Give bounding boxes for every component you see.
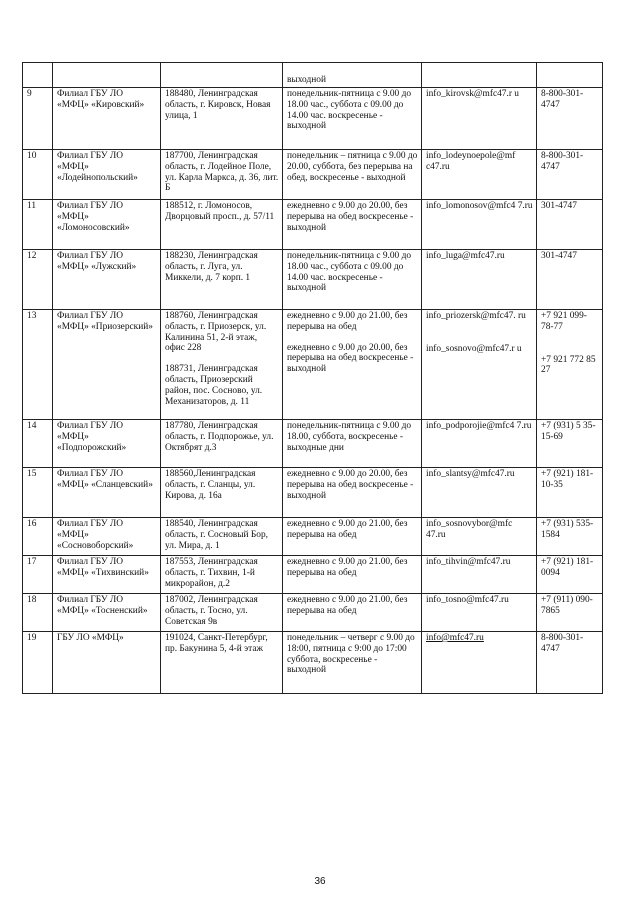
branch-email: info_kirovsk@mfc47.r u [422,88,537,150]
branch-phone: +7 (931) 5 35-15-69 [537,420,603,468]
row-number: 19 [23,632,53,694]
branch-name: Филиал ГБУ ЛО «МФЦ» «Лодейнопольский» [53,150,161,200]
branch-address: 188230, Ленинградская область, г. Луга, ул. Миккели, д. 7 корп. 1 [161,250,283,310]
branch-schedule: ежедневно с 9.00 до 20.00, без перерыва на обед воскресенье - выходной [283,200,422,250]
branch-address: 188480, Ленинградская область, г. Кировск, Новая улица, 1 [161,88,283,150]
page-number: 36 [314,876,326,887]
branch-email: info_priozersk@mfc47. ru info_sosnovo@mfc47.r u [422,310,537,420]
branch-phone: +7 (921) 181-0094 [537,556,603,594]
table-row [23,632,603,694]
branch-address: 188560,Ленинградская область, г. Сланцы, ул. Кирова, д. 16а [161,468,283,518]
table-row [23,594,603,632]
branch-schedule: понедельник – пятница с 9.00 до 20.00, суббота, без перерыва на обед, воскресенье - выходной [283,150,422,200]
row-number: 11 [23,200,53,250]
table-row [23,310,603,420]
table-row [23,556,603,594]
branch-address: 187002, Ленинградская область, г. Тосно, ул. Советская 9в [161,594,283,632]
row-number: 9 [23,88,53,150]
branch-name: Филиал ГБУ ЛО «МФЦ» «Лужский» [53,250,161,310]
row-number: 16 [23,518,53,556]
branch-email: info_podporojie@mfc4 7.ru [422,420,537,468]
branch-address [161,310,283,420]
mfc-branches-table [22,62,603,694]
table-row [23,420,603,468]
row-number: 13 [23,310,53,420]
branch-phone: +7 (931) 535-1584 [537,518,603,556]
branch-email: info_lomonosov@mfc4 7.ru [422,200,537,250]
branch-phone: 8-800-301-4747 [537,150,603,200]
row-number: 10 [23,150,53,200]
branch-address: 187780, Ленинградская область, г. Подпорожье, ул. Октябрят д.3 [161,420,283,468]
branch-schedule: ежедневно с 9.00 до 21.00, без перерыва на обед [283,518,422,556]
branch-email: info_lodeynoepole@mf c47.ru [422,150,537,200]
branch-name: Филиал ГБУ ЛО «МФЦ» «Тихвинский» [53,556,161,594]
email-link[interactable]: info@mfc47.ru [426,633,484,643]
row-number: 17 [23,556,53,594]
row-number: 14 [23,420,53,468]
table-row [23,250,603,310]
branch-schedule: понедельник-пятница с 9.00 до 18.00, суббота, воскресенье - выходные дни [283,420,422,468]
branch-schedule: ежедневно с 9.00 до 21.00, без перерыва на обед [283,556,422,594]
branch-address: 191024, Санкт-Петербург, пр. Бакунина 5, 4-й этаж [161,632,283,694]
table-row [23,150,603,200]
branch-name: Филиал ГБУ ЛО «МФЦ» «Подпорожский» [53,420,161,468]
branch-email: info_slantsy@mfc47.ru [422,468,537,518]
branch-email: info_sosnovybor@mfc 47.ru [422,518,537,556]
branch-phone: 8-800-301-4747 [537,632,603,694]
branch-phone: 301-4747 [537,250,603,310]
branch-email: info_luga@mfc47.ru [422,250,537,310]
branch-schedule: ежедневно с 9.00 до 20.00, без перерыва на обед воскресенье - выходной [283,468,422,518]
address-priozersk: 188760, Ленинградская область, г. Приозерск, ул. Калинина 51, 2-й этаж, офис 228 [165,311,269,354]
table-row [23,468,603,518]
branch-address: 187553, Ленинградская область, г. Тихвин, 1-й микрорайон, д.2 [161,556,283,594]
table-row [23,88,603,150]
branch-name: Филиал ГБУ ЛО «МФЦ» «Кировский» [53,88,161,150]
branch-address: 188540, Ленинградская область, г. Сосновый Бор, ул. Мира, д. 1 [161,518,283,556]
branch-name: Филиал ГБУ ЛО «МФЦ» «Приозерский» [53,310,161,420]
branch-schedule: понедельник-пятница с 9.00 до 18.00 час., суббота с 09.00 до 14.00 час. воскресенье - выходной [283,88,422,150]
branch-phone: 301-4747 [537,200,603,250]
row-number: 15 [23,468,53,518]
address-sosnovo: 188731, Ленинградская область, Приозерский район, пос. Сосново, ул. Механизаторов, д. 11 [165,364,263,407]
branch-phone: +7 921 099-78-77 +7 921 772 85 27 [537,310,603,420]
schedule-cell: выходной [283,63,422,88]
branch-phone: +7 (921) 181-10-35 [537,468,603,518]
branch-schedule: ежедневно с 9.00 до 21.00, без перерыва на обед ежедневно с 9.00 до 20.00, без перерыва на обед воскресенье - выходной [283,310,422,420]
branch-phone: 8-800-301-4747 [537,88,603,150]
branch-schedule: ежедневно с 9.00 до 21.00, без перерыва на обед [283,594,422,632]
table-row [23,518,603,556]
branch-name: Филиал ГБУ ЛО «МФЦ» «Сланцевский» [53,468,161,518]
branch-email: info_tihvin@mfc47.ru [422,556,537,594]
table-row [23,63,603,88]
branch-email [422,632,537,694]
branch-name: Филиал ГБУ ЛО «МФЦ» «Тосненский» [53,594,161,632]
branch-schedule: понедельник – четверг с 9.00 до 18:00, пятница с 9:00 до 17:00 суббота, воскресенье - выходной [283,632,422,694]
branch-name: Филиал ГБУ ЛО «МФЦ» «Сосновоборский» [53,518,161,556]
branch-phone: +7 (911) 090-7865 [537,594,603,632]
table-row [23,200,603,250]
branch-name: ГБУ ЛО «МФЦ» [53,632,161,694]
row-number: 18 [23,594,53,632]
branch-email: info_tosno@mfc47.ru [422,594,537,632]
branch-address: 188512, г. Ломоносов, Дворцовый просп., д. 57/11 [161,200,283,250]
branch-address: 187700, Ленинградская область, г. Лодейное Поле, ул. Карла Маркса, д. 36, лит. Б [161,150,283,200]
branch-schedule: понедельник-пятница с 9.00 до 18.00 час., суббота с 09.00 до 14.00 час. воскресенье - выходной [283,250,422,310]
branch-name: Филиал ГБУ ЛО «МФЦ» «Ломоносовский» [53,200,161,250]
row-number: 12 [23,250,53,310]
